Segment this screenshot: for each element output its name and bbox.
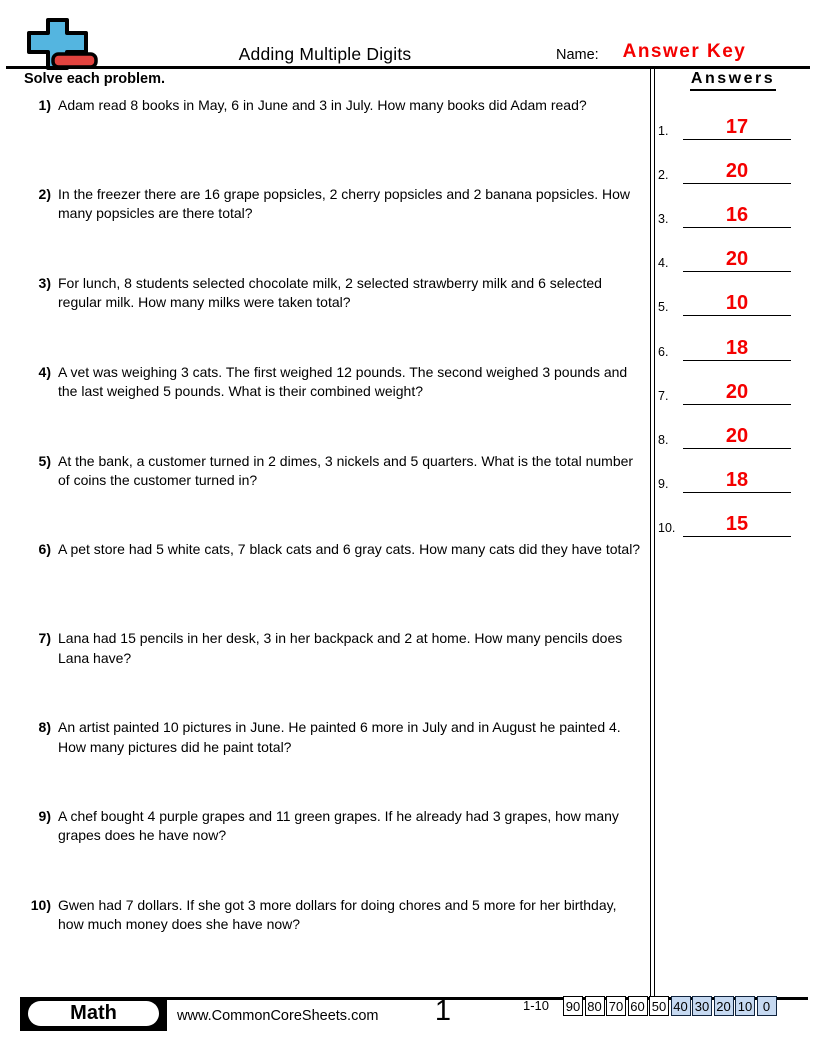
answer-key-text: Answer Key [622,41,747,62]
score-table [563,996,777,1016]
answer-number: 2. [658,168,669,183]
instructions-text: Solve each problem. [24,71,166,87]
score-cell: 50 [649,996,669,1016]
answer-blank-line [683,161,791,184]
score-cell: 20 [714,996,734,1016]
problem-number: 5) [38,452,51,469]
answer-row [658,405,791,449]
problem-number: 3) [38,274,51,291]
answer-row [658,140,791,184]
answer-number: 5. [658,300,669,315]
answers-header: Answers [658,70,808,91]
problem-text: For lunch, 8 students selected chocolate milk, 2 selected strawberry milk and 6 selected regular milk. How many milks were taken total? [58,274,602,311]
problem-text: Lana had 15 pencils in her desk, 3 in her backpack and 2 at home. How many pencils does Lana have? [58,630,623,666]
problem-item [24,363,644,452]
answer-row [658,96,791,140]
problem-text: At the bank, a customer turned in 2 dimes, 3 nickels and 5 quarters. What is the total number of coins the customer turned in? [58,452,634,488]
answer-value: 10 [725,292,749,315]
answer-blank-line [683,338,791,361]
answer-value: 15 [725,512,749,535]
answer-blank-line [683,382,791,405]
subject-badge [20,997,167,1031]
answer-value: 20 [725,380,749,403]
answer-number: 3. [658,212,669,227]
answer-value: 18 [725,468,749,491]
problem-item [24,96,644,185]
problems-list [24,96,644,985]
answer-blank-line [683,514,791,537]
problem-text: In the freezer there are 16 grape popsicles, 2 cherry popsicles and 2 banana popsicles. How many popsicles are there total? [58,185,631,222]
answers-list [658,96,791,537]
answer-value: 20 [725,248,749,271]
answer-row [658,449,791,493]
answer-row [658,361,791,405]
score-cell: 60 [628,996,648,1016]
problem-text: Gwen had 7 dollars. If she got 3 more dollars for doing chores and 5 more for her birthday, how much money does she have now? [58,897,617,933]
problem-number: 7) [38,630,51,647]
problem-item [24,185,644,274]
score-cell: 70 [606,996,626,1016]
answer-row [658,493,791,537]
problem-number: 8) [38,719,51,736]
header-divider [6,66,810,69]
answer-row [658,272,791,316]
problem-number: 10) [30,897,51,914]
score-cell: 0 [757,996,777,1016]
problem-item [24,896,644,985]
problem-text: Adam read 8 books in May, 6 in June and 3 in July. How many books did Adam read? [58,97,587,113]
answers-column-divider [650,69,655,997]
problem-text: A vet was weighing 3 cats. The first weighed 12 pounds. The second weighed 3 pounds and the last weighed 5 pounds. What is their combined weight? [58,363,628,399]
problem-item [24,452,644,541]
answer-number: 1. [658,124,669,139]
score-cell: 40 [671,996,691,1016]
answer-value: 16 [725,204,749,227]
answer-number: 8. [658,432,669,447]
problem-number: 2) [38,185,51,202]
answer-blank-line [683,293,791,316]
answer-blank-line [683,205,791,228]
answer-number: 9. [658,476,669,491]
problem-number: 4) [38,363,51,380]
answer-value: 17 [725,116,749,139]
answer-number: 7. [658,388,669,403]
answer-row [658,316,791,360]
score-cell: 90 [563,996,583,1016]
problem-item [24,540,644,629]
subject-label: Math [28,1001,159,1026]
answer-blank-line [683,470,791,493]
problem-item [24,629,644,718]
page-number: 1 [434,995,452,1027]
answer-number: 4. [658,256,669,271]
score-cell: 30 [692,996,712,1016]
answer-number: 10. [658,520,676,535]
problem-item [24,807,644,896]
problem-number: 1) [38,97,51,113]
score-cell: 10 [735,996,755,1016]
name-label: Name: [556,47,599,63]
problem-item [24,274,644,363]
answer-value: 20 [725,160,749,183]
website-url: www.CommonCoreSheets.com [177,1008,379,1024]
answer-blank-line [683,426,791,449]
problem-text: A chef bought 4 purple grapes and 11 green grapes. If he already had 3 grapes, how many grapes does he have now? [58,808,619,844]
page-title: Adding Multiple Digits [238,44,412,64]
problem-number: 6) [38,541,51,558]
problem-number: 9) [38,808,51,825]
answer-value: 20 [725,424,749,447]
problem-item [24,718,644,807]
problem-text: An artist painted 10 pictures in June. He painted 6 more in July and in August he painted 4. How many pictures did he paint total? [58,719,621,755]
answer-value: 18 [725,336,749,359]
answer-blank-line [683,117,791,140]
answer-number: 6. [658,344,669,359]
answer-row [658,228,791,272]
score-range-label: 1-10 [523,998,550,1013]
answer-blank-line [683,249,791,272]
answer-row [658,184,791,228]
score-cell: 80 [585,996,605,1016]
problem-text: A pet store had 5 white cats, 7 black cats and 6 gray cats. How many cats did they have total? [58,541,641,558]
